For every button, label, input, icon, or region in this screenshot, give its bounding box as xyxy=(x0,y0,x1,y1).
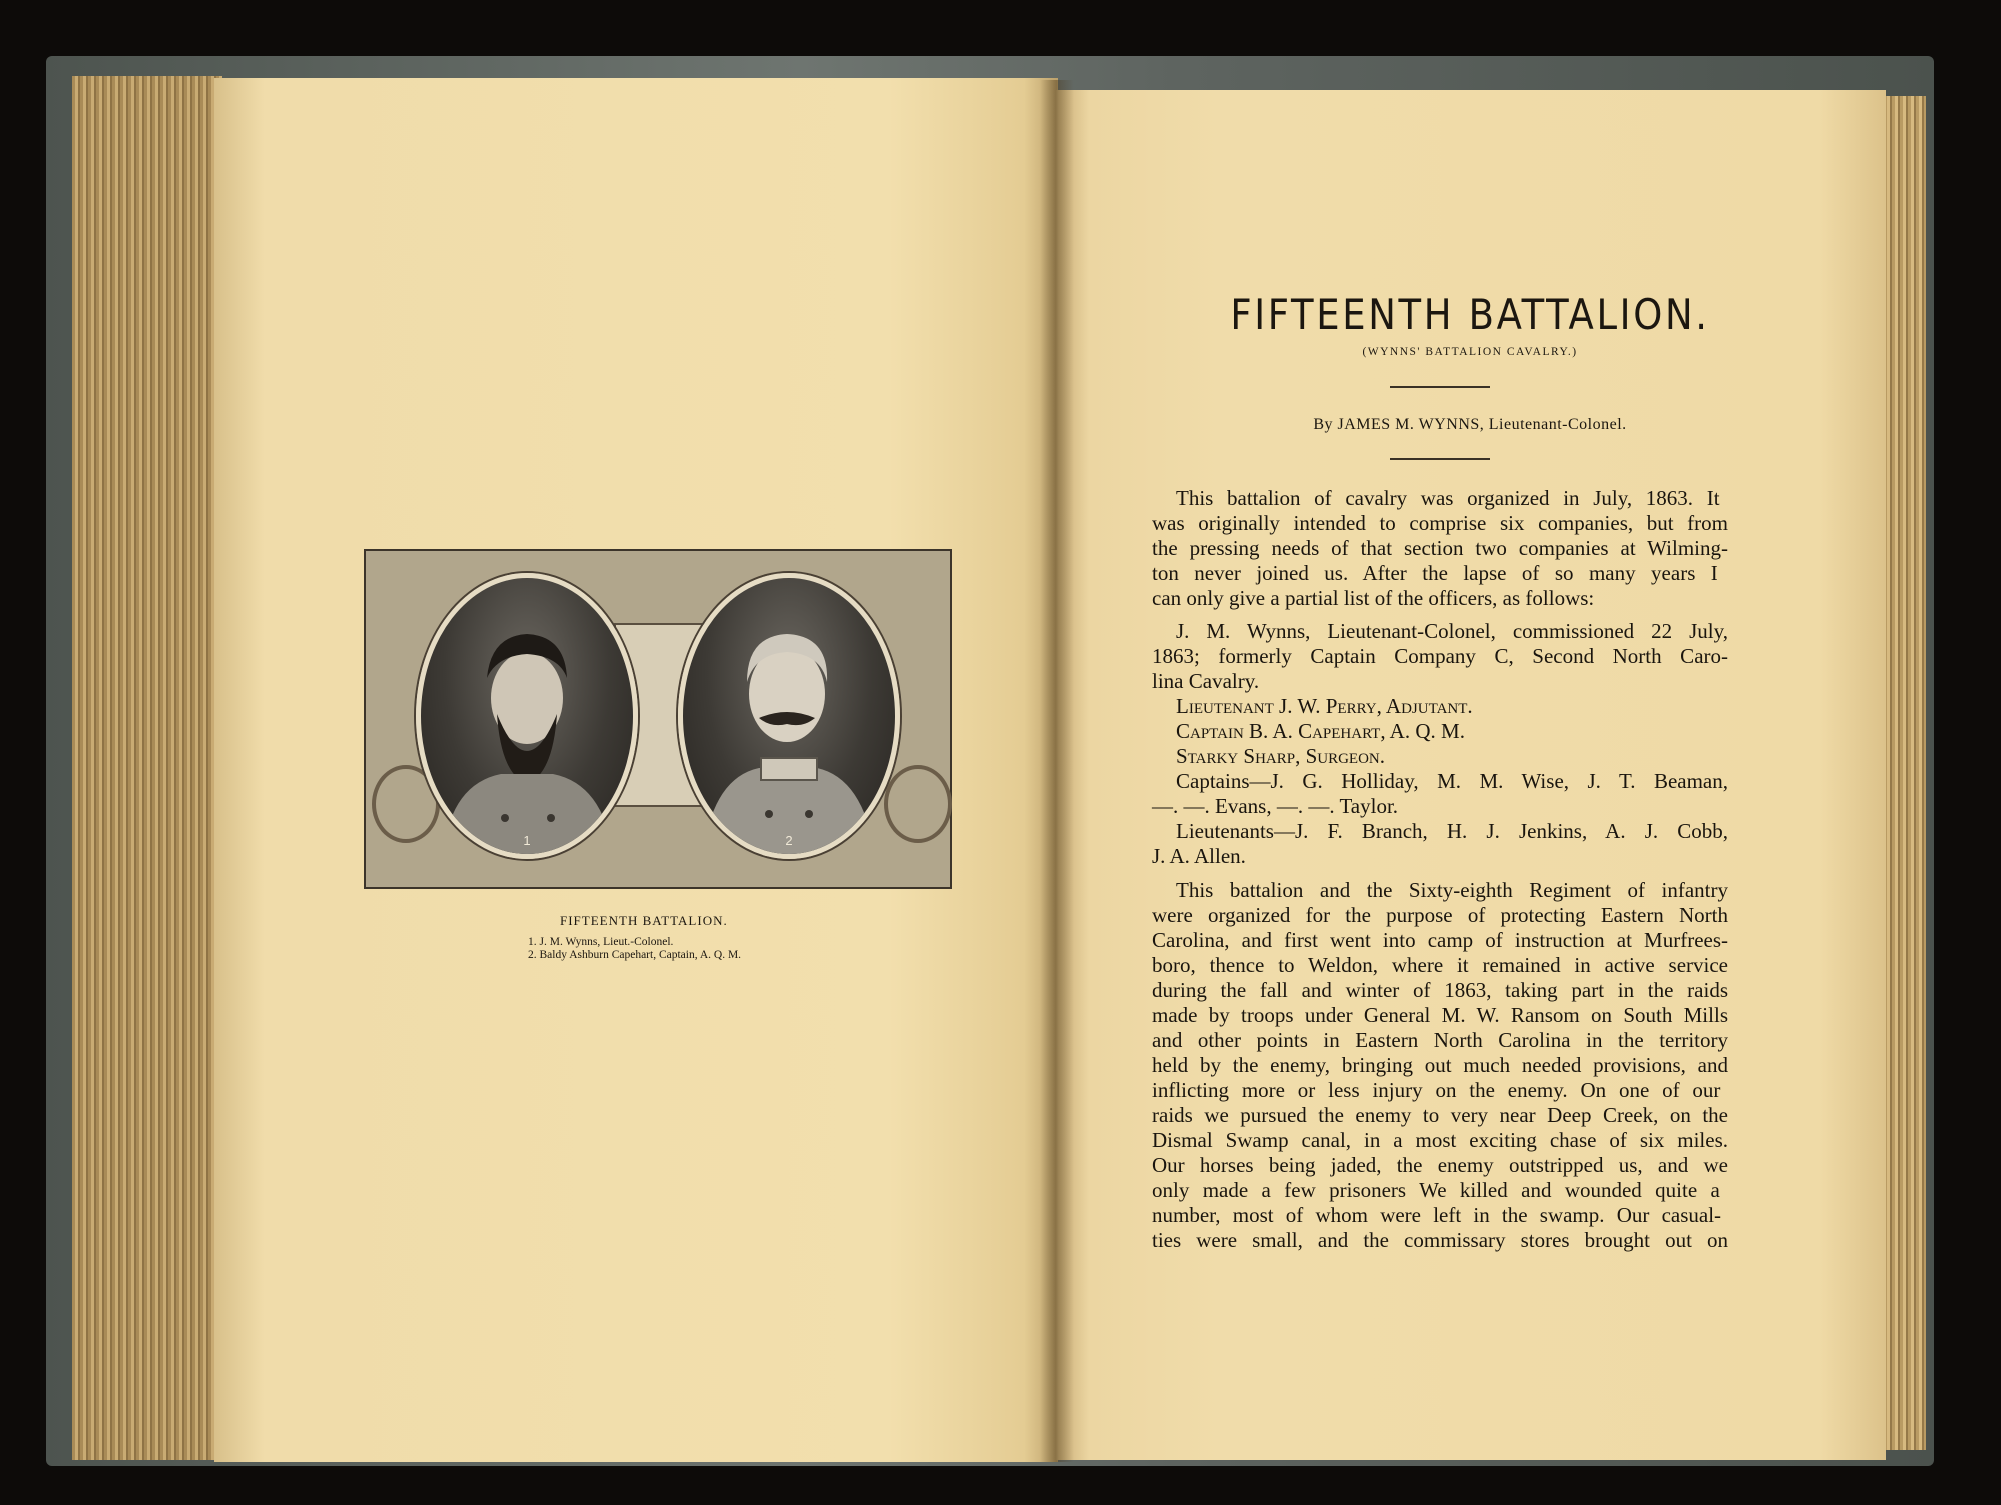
text-line: and other points in Eastern North Carolina in the territory xyxy=(1152,1028,1728,1052)
portrait-plate xyxy=(364,549,952,889)
text-line: Captain B. A. Capehart, A. Q. M. xyxy=(1176,719,1465,743)
text-line: the pressing needs of that section two companies at Wilming- xyxy=(1152,536,1728,560)
text-line: held by the enemy, bringing out much needed provisions, and xyxy=(1152,1053,1728,1077)
chapter-title: FIFTEENTH BATTALION. xyxy=(1230,290,1710,339)
text-line: lina Cavalry. xyxy=(1152,669,1260,693)
portrait-1-figure xyxy=(421,578,633,854)
text-line: J. M. Wynns, Lieutenant-Colonel, commissioned 22 July, xyxy=(1176,619,1728,643)
portrait-1-number: 1 xyxy=(523,833,531,848)
caption-title: FIFTEENTH BATTALION. xyxy=(560,913,728,928)
text-line: number, most of whom were left in the swamp. Our casual- xyxy=(1152,1203,1722,1227)
divider-rule xyxy=(1390,458,1490,460)
caption-item: 1. J. M. Wynns, Lieut.-Colonel. xyxy=(528,936,674,948)
book-gutter xyxy=(1040,80,1074,1462)
text-line: during the fall and winter of 1863, taking part in the raids xyxy=(1152,978,1728,1002)
text-line: Starky Sharp, Surgeon. xyxy=(1176,744,1386,768)
text-line: —. —. Evans, —. —. Taylor. xyxy=(1152,794,1399,818)
author-byline: By JAMES M. WYNNS, Lieutenant-Colonel. xyxy=(1313,416,1627,433)
chapter-subtitle: (WYNNS' BATTALION CAVALRY.) xyxy=(1362,346,1578,358)
text-line: Captains—J. G. Holliday, M. M. Wise, J. T. Beaman, xyxy=(1176,769,1728,793)
ornament-scroll-right xyxy=(884,765,952,843)
text-line: only made a few prisoners We killed and wounded quite a xyxy=(1152,1178,1720,1202)
text-line: made by troops under General M. W. Ransom on South Mills xyxy=(1152,1003,1728,1027)
text-line: can only give a partial list of the officers, as follows: xyxy=(1152,586,1595,610)
text-line: were organized for the purpose of protecting Eastern North xyxy=(1152,903,1728,927)
text-line: This battalion of cavalry was organized in July, 1863. It xyxy=(1176,486,1720,510)
text-line: Lieutenant J. W. Perry, Adjutant. xyxy=(1176,694,1473,718)
divider-rule xyxy=(1390,386,1490,388)
text-line: This battalion and the Sixty-eighth Regiment of infantry xyxy=(1176,878,1728,902)
text-line: Dismal Swamp canal, in a most exciting chase of six miles. xyxy=(1152,1128,1728,1152)
text-line: Carolina, and first went into camp of instruction at Murfrees- xyxy=(1152,928,1728,952)
portrait-2 xyxy=(678,573,900,859)
text-line: boro, thence to Weldon, where it remained in active service xyxy=(1152,953,1728,977)
text-line: 1863; formerly Captain Company C, Second North Caro- xyxy=(1152,644,1728,668)
text-line: was originally intended to comprise six companies, but from xyxy=(1152,511,1728,535)
portrait-2-number: 2 xyxy=(785,833,793,848)
page-edges-left xyxy=(72,76,222,1460)
text-line: Lieutenants—J. F. Branch, H. J. Jenkins, A. J. Cobb, xyxy=(1176,819,1728,843)
text-line: J. A. Allen. xyxy=(1152,844,1246,868)
portrait-1 xyxy=(416,573,638,859)
text-line: raids we pursued the enemy to very near Deep Creek, on the xyxy=(1152,1103,1728,1127)
text-line: ton never joined us. After the lapse of so many years I xyxy=(1152,561,1718,585)
caption-item: 2. Baldy Ashburn Capehart, Captain, A. Q. M. xyxy=(528,949,742,961)
text-line: inflicting more or less injury on the enemy. On one of our xyxy=(1152,1078,1721,1102)
text-line: Our horses being jaded, the enemy outstripped us, and we xyxy=(1152,1153,1728,1177)
text-line: ties were small, and the commissary stores brought out on xyxy=(1152,1228,1728,1252)
portrait-2-figure xyxy=(683,578,895,854)
